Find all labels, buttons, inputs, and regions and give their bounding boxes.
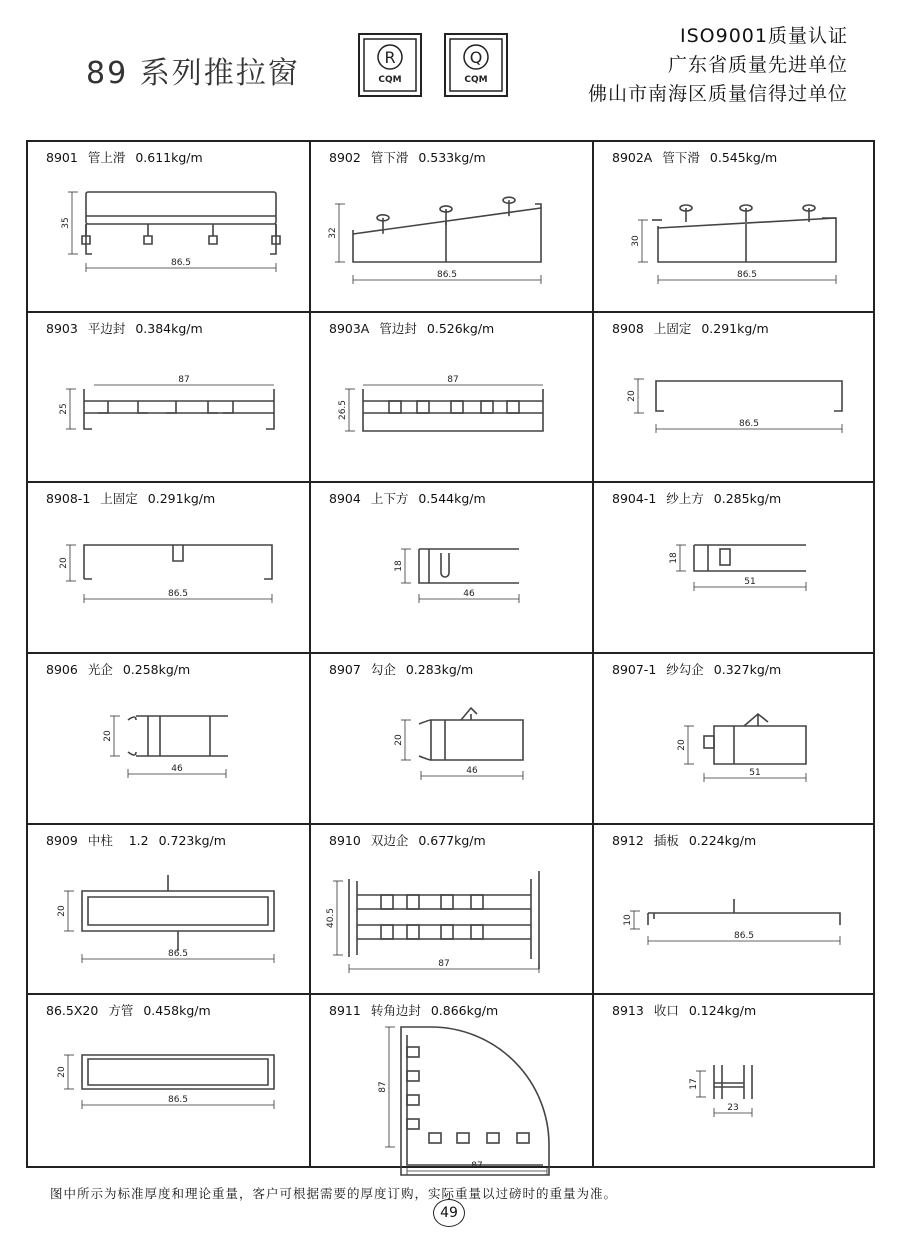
width-dimension: 86.5 bbox=[436, 270, 458, 280]
profile-code: 8908 bbox=[612, 320, 644, 336]
profile-section-drawing bbox=[594, 168, 875, 308]
width-dimension: 51 bbox=[749, 768, 761, 778]
height-dimension: 87 bbox=[378, 1081, 388, 1094]
profile-cell bbox=[311, 142, 594, 313]
profile-caption bbox=[612, 660, 791, 678]
height-dimension: 18 bbox=[669, 552, 679, 565]
width-dimension: 86.5 bbox=[167, 948, 189, 959]
width-dimension: 87 bbox=[438, 958, 450, 969]
profile-section-drawing bbox=[594, 680, 875, 820]
profile-weight: 0.458kg/m bbox=[143, 1003, 211, 1019]
height-dimension: 20 bbox=[394, 734, 404, 746]
height-dimension: 20 bbox=[103, 730, 113, 742]
quality-q-logo bbox=[443, 32, 509, 98]
width-dimension: 87 bbox=[178, 374, 190, 385]
profile-caption bbox=[46, 489, 225, 507]
profile-section-drawing bbox=[28, 1021, 309, 1161]
profile-caption bbox=[612, 319, 779, 337]
profile-caption bbox=[46, 1001, 221, 1019]
cert-line: 广东省质量先进单位 bbox=[667, 54, 848, 76]
profile-caption bbox=[612, 831, 766, 849]
profile-cell bbox=[594, 825, 873, 996]
profile-code: 8908-1 bbox=[46, 491, 91, 507]
profile-name: 中柱 1.2 bbox=[87, 832, 149, 848]
profile-name: 纱勾企 bbox=[666, 662, 704, 677]
height-dimension: 17 bbox=[689, 1078, 699, 1091]
profile-code: 8904-1 bbox=[612, 491, 657, 507]
width-dimension: 23 bbox=[727, 1103, 739, 1114]
profile-code: 86.5X20 bbox=[46, 1003, 99, 1019]
profile-name: 方管 bbox=[108, 1003, 134, 1019]
profile-code: 8901 bbox=[46, 150, 78, 165]
profile-weight: 0.291kg/m bbox=[701, 320, 769, 336]
profile-name: 管上滑 bbox=[87, 150, 126, 165]
profile-code: 8902A bbox=[612, 150, 653, 165]
profile-cell bbox=[311, 995, 594, 1172]
cert-line: 佛山市南海区质量信得过单位 bbox=[587, 83, 848, 105]
profile-caption bbox=[46, 660, 200, 678]
profile-section-drawing bbox=[594, 851, 875, 991]
profile-cell bbox=[311, 483, 594, 654]
profile-name: 管边封 bbox=[379, 320, 417, 336]
profile-weight: 0.327kg/m bbox=[713, 662, 782, 677]
width-dimension: 86.5 bbox=[167, 589, 189, 600]
profile-cell bbox=[28, 313, 311, 484]
profile-section-drawing bbox=[311, 851, 592, 991]
profile-cell bbox=[28, 483, 311, 654]
profile-name: 转角边封 bbox=[370, 1003, 421, 1019]
profile-caption bbox=[46, 319, 213, 337]
width-dimension: 86.5 bbox=[170, 258, 192, 268]
profile-section-drawing bbox=[28, 680, 309, 820]
profile-code: 8906 bbox=[46, 662, 78, 677]
profile-caption bbox=[329, 831, 496, 849]
profile-cell bbox=[594, 142, 873, 313]
width-dimension: 46 bbox=[463, 589, 475, 600]
profile-code: 8902 bbox=[329, 150, 361, 165]
profile-name: 上固定 bbox=[100, 491, 138, 507]
profile-caption bbox=[46, 148, 213, 166]
profile-caption bbox=[612, 148, 787, 166]
profile-code: 8912 bbox=[612, 832, 644, 848]
profile-section-drawing bbox=[28, 339, 309, 479]
profile-section-drawing bbox=[311, 1021, 592, 1172]
profile-cell bbox=[28, 825, 311, 996]
profile-name: 管下滑 bbox=[370, 150, 409, 165]
profile-name: 上固定 bbox=[653, 320, 692, 336]
profile-weight: 0.526kg/m bbox=[426, 320, 495, 336]
profile-name: 纱上方 bbox=[666, 491, 704, 507]
profile-name: 管下滑 bbox=[662, 150, 700, 165]
height-dimension: 30 bbox=[631, 235, 641, 247]
profile-weight: 0.291kg/m bbox=[147, 491, 216, 507]
profile-cell bbox=[311, 313, 594, 484]
profile-section-drawing bbox=[311, 339, 592, 479]
profile-weight: 0.544kg/m bbox=[418, 491, 486, 507]
width-dimension: 86.5 bbox=[738, 418, 760, 429]
profile-section-drawing bbox=[594, 1021, 875, 1161]
profile-code: 8903 bbox=[46, 320, 78, 336]
profile-name: 双边企 bbox=[370, 832, 409, 848]
profile-caption bbox=[46, 831, 236, 849]
width-dimension: 86.5 bbox=[733, 930, 755, 941]
profile-name: 平边封 bbox=[87, 320, 126, 336]
height-dimension: 10 bbox=[623, 913, 633, 926]
height-dimension: 26.5 bbox=[338, 399, 348, 420]
profile-cell bbox=[28, 142, 311, 313]
width-dimension: 51 bbox=[744, 577, 756, 588]
profile-caption bbox=[329, 660, 483, 678]
svg-text:CQM: CQM bbox=[378, 75, 402, 85]
profile-code: 8904 bbox=[329, 491, 361, 507]
width-dimension: 86.5 bbox=[736, 270, 758, 280]
profile-weight: 0.611kg/m bbox=[135, 150, 203, 165]
profile-weight: 0.723kg/m bbox=[158, 832, 226, 848]
profile-name: 光企 bbox=[87, 662, 113, 677]
profile-code: 8909 bbox=[46, 832, 78, 848]
width-dimension: 87 bbox=[447, 374, 459, 385]
height-dimension: 25 bbox=[59, 402, 69, 415]
profile-caption bbox=[329, 319, 504, 337]
profile-section-drawing bbox=[311, 509, 592, 649]
profile-cell bbox=[594, 995, 873, 1166]
profile-weight: 0.545kg/m bbox=[709, 150, 778, 165]
profile-cell bbox=[311, 654, 594, 825]
profile-section-drawing bbox=[311, 168, 592, 308]
profile-name: 上下方 bbox=[370, 491, 409, 507]
svg-text:CQM: CQM bbox=[464, 75, 488, 85]
width-dimension: 87 bbox=[471, 1161, 483, 1172]
profile-caption bbox=[612, 489, 791, 507]
profile-weight: 0.283kg/m bbox=[405, 662, 474, 677]
profile-weight: 0.285kg/m bbox=[713, 491, 782, 507]
height-dimension: 32 bbox=[328, 227, 338, 239]
profile-code: 8913 bbox=[612, 1003, 644, 1019]
profile-code: 8910 bbox=[329, 832, 361, 848]
profile-caption bbox=[612, 1001, 766, 1019]
profile-code: 8907-1 bbox=[612, 662, 657, 677]
height-dimension: 18 bbox=[394, 560, 404, 573]
profile-section-drawing bbox=[28, 851, 309, 991]
width-dimension: 46 bbox=[171, 764, 183, 774]
profile-weight: 0.677kg/m bbox=[418, 832, 486, 848]
profile-name: 插板 bbox=[653, 832, 679, 848]
profile-cell bbox=[594, 654, 873, 825]
profile-weight: 0.533kg/m bbox=[418, 150, 486, 165]
profile-name: 勾企 bbox=[370, 662, 396, 677]
profile-weight: 0.258kg/m bbox=[122, 662, 191, 677]
profile-weight: 0.384kg/m bbox=[135, 320, 203, 336]
svg-text:Q: Q bbox=[469, 48, 483, 67]
cert-line: ISO9001质量认证 bbox=[680, 25, 848, 47]
profile-code: 8903A bbox=[329, 320, 370, 336]
width-dimension: 86.5 bbox=[167, 1095, 189, 1106]
profile-cell bbox=[28, 995, 311, 1166]
profile-section-drawing bbox=[311, 680, 592, 820]
height-dimension: 20 bbox=[57, 1066, 67, 1079]
profile-section-drawing bbox=[594, 339, 875, 479]
height-dimension: 20 bbox=[627, 389, 637, 402]
height-dimension: 20 bbox=[59, 557, 69, 570]
profile-catalog-grid bbox=[26, 140, 875, 1172]
quality-r-logo bbox=[357, 32, 423, 98]
profile-cell bbox=[28, 654, 311, 825]
footer-note: 图中所示为标准厚度和理论重量，客户可根据需要的厚度订购，实际重量以过磅时的重量为准。 bbox=[50, 1186, 618, 1201]
profile-weight: 0.124kg/m bbox=[688, 1003, 757, 1019]
page-title: 89 系列推拉窗 bbox=[86, 56, 300, 91]
profile-section-drawing bbox=[28, 509, 309, 649]
page-number: 49 bbox=[433, 1199, 465, 1227]
width-dimension: 46 bbox=[466, 766, 478, 776]
profile-name: 收口 bbox=[653, 1003, 679, 1019]
profile-weight: 0.224kg/m bbox=[688, 832, 757, 848]
certification-block bbox=[588, 22, 848, 109]
profile-section-drawing bbox=[28, 168, 309, 308]
height-dimension: 20 bbox=[677, 739, 687, 751]
height-dimension: 40.5 bbox=[326, 907, 336, 928]
height-dimension: 20 bbox=[57, 904, 67, 917]
height-dimension: 35 bbox=[61, 217, 71, 229]
profile-caption bbox=[329, 1001, 508, 1019]
profile-caption bbox=[329, 148, 496, 166]
profile-code: 8907 bbox=[329, 662, 361, 677]
profile-caption bbox=[329, 489, 496, 507]
profile-cell bbox=[311, 825, 594, 996]
profile-code: 8911 bbox=[329, 1003, 361, 1019]
svg-text:R: R bbox=[384, 48, 396, 67]
profile-weight: 0.866kg/m bbox=[430, 1003, 499, 1019]
profile-cell bbox=[594, 313, 873, 484]
profile-section-drawing bbox=[594, 509, 875, 649]
profile-cell bbox=[594, 483, 873, 654]
